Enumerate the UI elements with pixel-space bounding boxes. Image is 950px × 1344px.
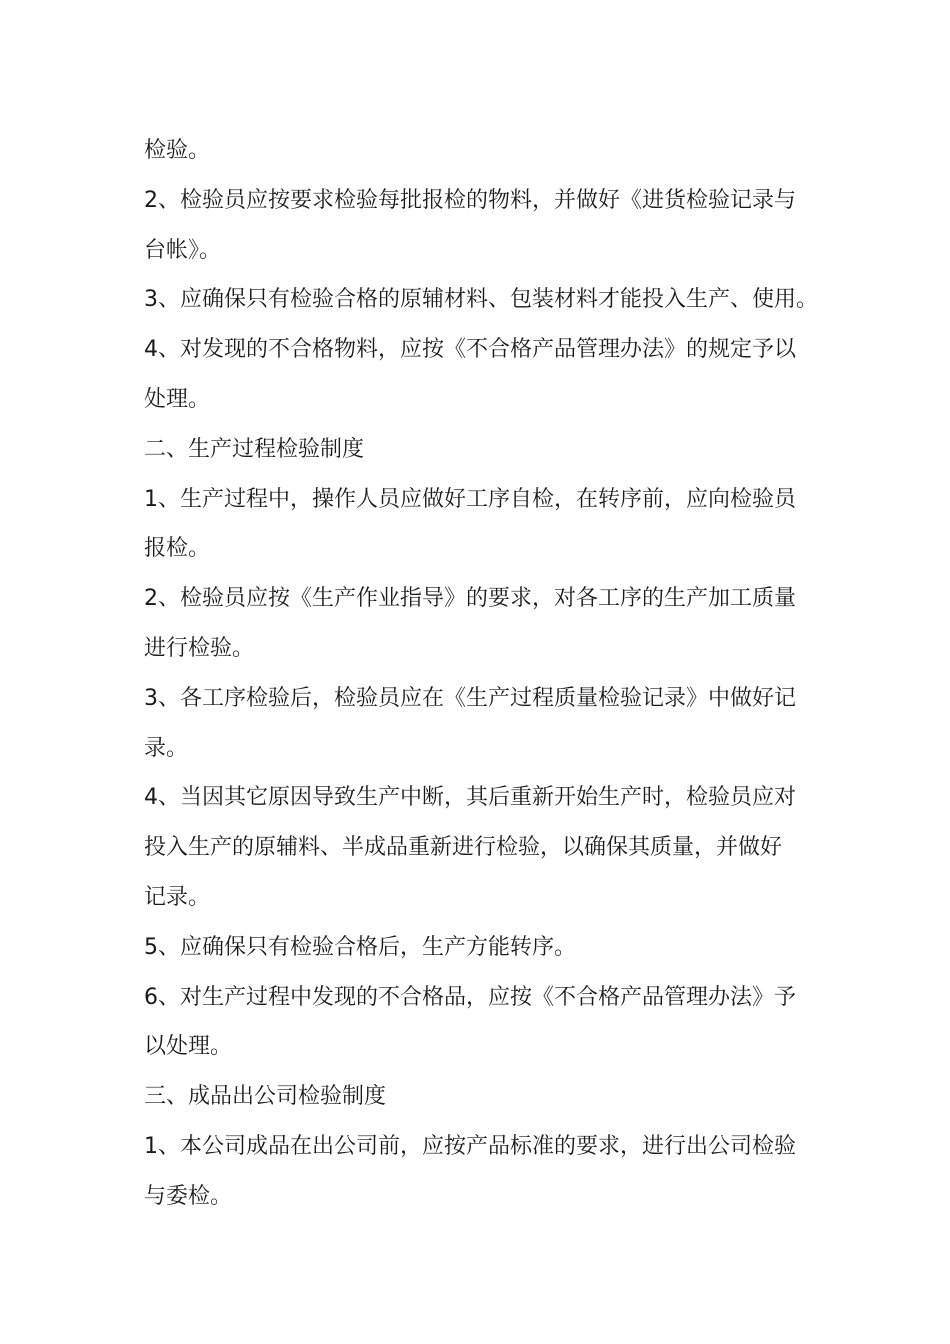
body-line: 检验。: [144, 138, 211, 163]
body-line: 投入生产的原辅料、半成品重新进行检验，以确保其质量，并做好: [144, 835, 783, 861]
body-line: 处理。: [144, 386, 211, 412]
body-line: 1、生产过程中，操作人员应做好工序自检，在转序前，应向检验员: [144, 486, 796, 512]
body-line: 记录。: [144, 884, 211, 910]
body-line: 台帐》。: [144, 237, 222, 263]
section-heading: 三、成品出公司检验制度: [144, 1084, 387, 1110]
body-line: 进行检验。: [144, 635, 255, 661]
body-line: 2、检验员应按要求检验每批报检的物料，并做好《进货检验记录与: [144, 187, 796, 213]
body-line: 与委检。: [144, 1183, 233, 1209]
body-line: 3、各工序检验后，检验员应在《生产过程质量检验记录》中做好记: [144, 685, 796, 711]
document-body: [144, 126, 824, 1222]
body-line: 6、对生产过程中发现的不合格品，应按《不合格产品管理办法》予: [144, 984, 796, 1010]
body-line: 4、对发现的不合格物料，应按《不合格产品管理办法》的规定予以: [144, 337, 796, 363]
body-line: 4、当因其它原因导致生产中断，其后重新开始生产时，检验员应对: [144, 785, 796, 811]
body-line: 3、应确保只有检验合格的原辅材料、包装材料才能投入生产、使用。: [144, 287, 818, 313]
body-line: 以处理。: [144, 1034, 233, 1060]
body-line: 1、本公司成品在出公司前，应按产品标准的要求，进行出公司检验: [144, 1133, 796, 1159]
body-line: 2、检验员应按《生产作业指导》的要求，对各工序的生产加工质量: [144, 586, 796, 612]
body-line: 5、应确保只有检验合格后，生产方能转序。: [144, 934, 576, 960]
body-line: 报检。: [144, 536, 211, 562]
section-heading: 二、生产过程检验制度: [144, 436, 365, 462]
body-line: 录。: [144, 735, 189, 761]
